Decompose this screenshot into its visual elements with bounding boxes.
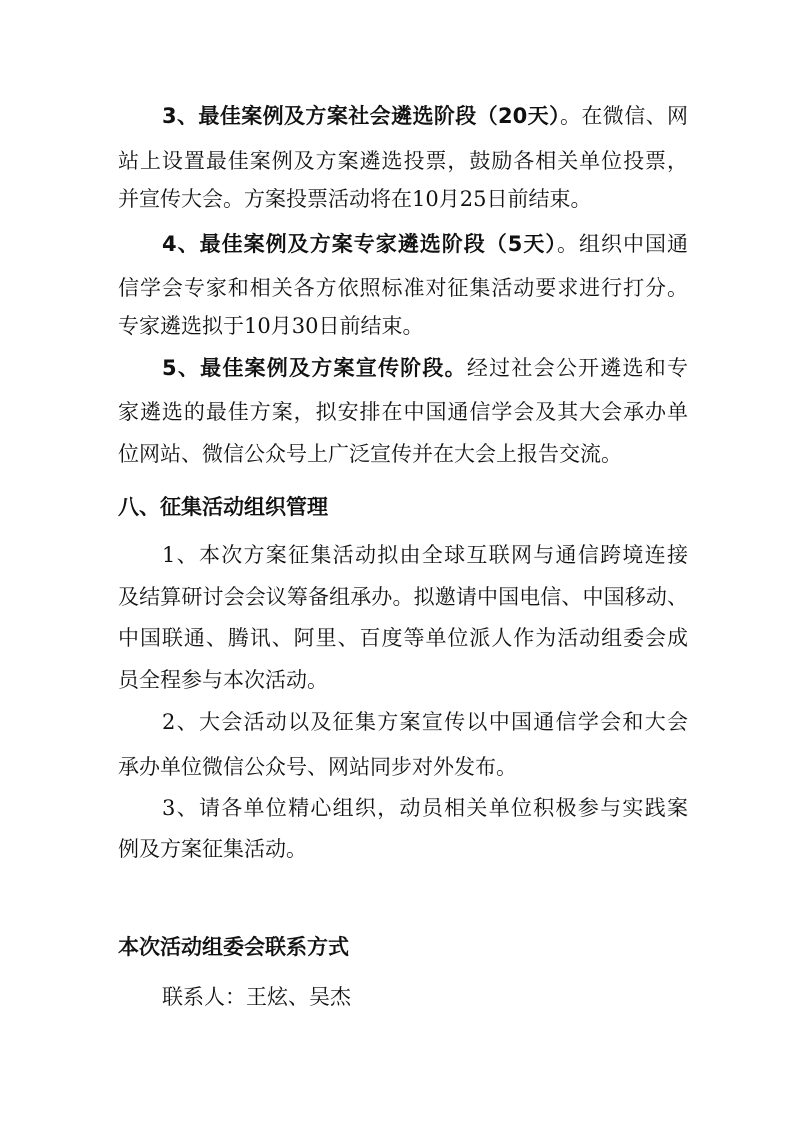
contact-title: 本次活动组委会联系方式 — [118, 935, 349, 959]
stage5-bold-title: 5、最佳案例及方案宣传阶段。 — [162, 356, 467, 380]
section-eight-heading: 八、征集活动组织管理 — [118, 495, 328, 519]
item1-line3: 中国联通、腾讯、阿里、百度等单位派人作为活动组委会成 — [118, 626, 688, 650]
item3-line2: 例及方案征集活动。 — [118, 837, 307, 861]
stage3-line1 — [162, 104, 688, 128]
stage4-bold-title: 4、最佳案例及方案专家遴选阶段（5天） — [162, 232, 557, 256]
stage3-bold-title: 3、最佳案例及方案社会遴选阶段（20天） — [162, 104, 560, 128]
stage5-line1-rest: 经过社会公开遴选和专 — [466, 356, 688, 380]
stage4-line1-rest: 。组织中国通 — [556, 232, 688, 256]
contact-person-line: 联系人：王炫、吴杰 — [162, 985, 351, 1009]
stage4-line1 — [162, 232, 688, 256]
stage5-line3: 位网站、微信公众号上广泛宣传并在大会上报告交流。 — [118, 442, 622, 466]
stage4-line2: 信学会专家和相关各方依照标准对征集活动要求进行打分。 — [118, 276, 688, 300]
item1-line2: 及结算研讨会会议筹备组承办。拟邀请中国电信、中国移动、 — [118, 585, 688, 609]
stage3-line1-rest: 。在微信、网 — [559, 104, 688, 128]
stage3-line2: 站上设置最佳案例及方案遴选投票，鼓励各相关单位投票， — [118, 149, 688, 173]
item2-line1: 2、大会活动以及征集方案宣传以中国通信学会和大会 — [162, 710, 688, 734]
stage5-line1 — [162, 356, 688, 380]
item1-line1: 1、本次方案征集活动拟由全球互联网与通信跨境连接 — [162, 543, 688, 567]
item2-line2: 承办单位微信公众号、网站同步对外发布。 — [118, 755, 517, 779]
stage5-line2: 家遴选的最佳方案，拟安排在中国通信学会及其大会承办单 — [118, 400, 688, 424]
item1-line4: 员全程参与本次活动。 — [118, 668, 328, 692]
stage3-line3: 并宣传大会。方案投票活动将在10月25日前结束。 — [118, 187, 592, 211]
stage4-line3: 专家遴选拟于10月30日前结束。 — [118, 314, 424, 338]
item3-line1: 3、请各单位精心组织，动员相关单位积极参与实践案 — [162, 796, 688, 820]
